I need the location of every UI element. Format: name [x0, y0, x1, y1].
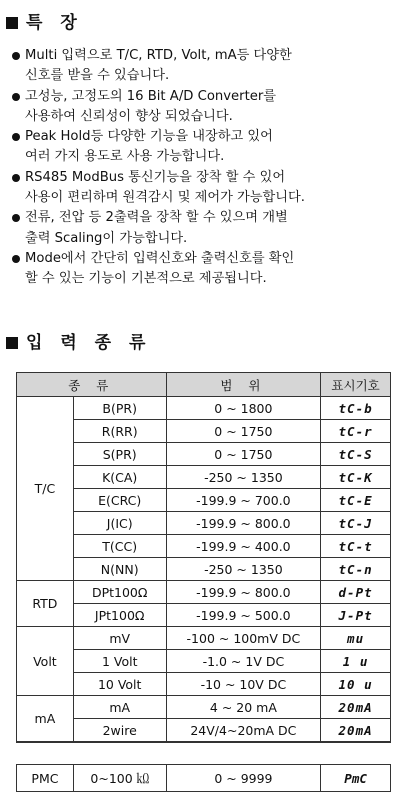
table-row — [17, 466, 391, 489]
sensor-cell: B(PR) — [73, 397, 166, 420]
range-cell: -250 ~ 1350 — [166, 558, 321, 581]
pmc-code: PmC — [321, 765, 391, 792]
list-item — [0, 127, 402, 168]
header-range: 범 위 — [166, 373, 321, 397]
code-cell: mu — [321, 627, 391, 650]
feature-line: 전류, 전압 등 2출력을 장착 할 수 있으며 개별 — [25, 210, 288, 226]
bullet-icon — [12, 133, 20, 141]
feature-line: 사용하여 신뢰성이 향상 되었습니다. — [25, 108, 233, 124]
table-row — [17, 535, 391, 558]
features-title: 특 장 — [26, 13, 83, 33]
range-cell: 24V/4~20mA DC — [166, 719, 321, 743]
table-row — [17, 604, 391, 627]
input-range-table — [16, 372, 391, 743]
table-row — [17, 719, 391, 743]
feature-line: 할 수 있는 기능이 기본적으로 제공됩니다. — [25, 271, 267, 287]
range-cell: -199.9 ~ 400.0 — [166, 535, 321, 558]
range-cell: 0 ~ 1750 — [166, 420, 321, 443]
code-cell: 1 u — [321, 650, 391, 673]
code-cell: tC-J — [321, 512, 391, 535]
sensor-cell: 10 Volt — [73, 673, 166, 696]
range-cell: -199.9 ~ 800.0 — [166, 512, 321, 535]
table-row — [17, 673, 391, 696]
feature-line: 신호를 받을 수 있습니다. — [25, 68, 170, 84]
sensor-cell: J(IC) — [73, 512, 166, 535]
range-cell: -199.9 ~ 800.0 — [166, 581, 321, 604]
input-types-title: 입 력 종 류 — [26, 333, 152, 353]
sensor-cell: R(RR) — [73, 420, 166, 443]
list-item — [0, 249, 402, 290]
table-row — [17, 765, 391, 792]
table-row — [17, 558, 391, 581]
table-row — [17, 627, 391, 650]
group-volt: Volt — [17, 627, 74, 696]
range-cell: -1.0 ~ 1V DC — [166, 650, 321, 673]
code-cell: d-Pt — [321, 581, 391, 604]
feature-line: 사용이 편리하며 원격감시 및 제어가 가능합니다. — [25, 190, 305, 206]
feature-line: Peak Hold등 다양한 기능을 내장하고 있어 — [25, 129, 273, 145]
table-row — [17, 696, 391, 719]
code-cell: tC-E — [321, 489, 391, 512]
range-cell: 0 ~ 1750 — [166, 443, 321, 466]
header-code: 표시기호 — [321, 373, 391, 397]
table-row — [17, 443, 391, 466]
code-cell: tC-r — [321, 420, 391, 443]
list-item — [0, 208, 402, 249]
feature-line: Mode에서 간단히 입력신호와 출력신호를 확인 — [25, 250, 295, 266]
list-item — [0, 168, 402, 209]
range-cell: -199.9 ~ 700.0 — [166, 489, 321, 512]
sensor-cell: mA — [73, 696, 166, 719]
feature-line: 여러 가지 용도로 사용 가능합니다. — [25, 149, 225, 165]
group-tc: T/C — [17, 397, 74, 581]
group-rtd: RTD — [17, 581, 74, 627]
code-cell: 10 u — [321, 673, 391, 696]
bullet-icon — [12, 214, 20, 222]
bullet-icon — [12, 174, 20, 182]
sensor-cell: 2wire — [73, 719, 166, 743]
range-cell: 0 ~ 1800 — [166, 397, 321, 420]
code-cell: tC-t — [321, 535, 391, 558]
code-cell: tC-S — [321, 443, 391, 466]
feature-line: 고성능, 고정도의 16 Bit A/D Converter를 — [25, 88, 277, 104]
table-row — [17, 512, 391, 535]
sensor-cell: 1 Volt — [73, 650, 166, 673]
bullet-icon — [12, 52, 20, 60]
range-cell: -250 ~ 1350 — [166, 466, 321, 489]
list-item — [0, 46, 402, 87]
table-row — [17, 397, 391, 420]
list-item — [0, 87, 402, 128]
range-cell: -199.9 ~ 500.0 — [166, 604, 321, 627]
sensor-cell: mV — [73, 627, 166, 650]
bullet-icon — [12, 93, 20, 101]
code-cell: 20mA — [321, 719, 391, 743]
code-cell: J-Pt — [321, 604, 391, 627]
feature-line: 출력 Scaling이 가능합니다. — [25, 230, 188, 246]
pmc-range: 0 ~ 9999 — [166, 765, 321, 792]
table-row — [17, 489, 391, 512]
code-cell: 20mA — [321, 696, 391, 719]
pmc-sensor: 0~100 ㏀ — [73, 765, 166, 792]
sensor-cell: E(CRC) — [73, 489, 166, 512]
square-bullet-icon — [6, 337, 18, 349]
sensor-cell: DPt100Ω — [73, 581, 166, 604]
pmc-name: PMC — [17, 765, 74, 792]
table-row — [17, 581, 391, 604]
bullet-icon — [12, 255, 20, 263]
group-ma: mA — [17, 696, 74, 743]
range-cell: -100 ~ 100mV DC — [166, 627, 321, 650]
code-cell: tC-b — [321, 397, 391, 420]
sensor-cell: K(CA) — [73, 466, 166, 489]
table-header-row — [17, 373, 391, 397]
sensor-cell: JPt100Ω — [73, 604, 166, 627]
table-row — [17, 420, 391, 443]
features-heading — [6, 8, 83, 33]
sensor-cell: S(PR) — [73, 443, 166, 466]
features-list — [0, 46, 402, 290]
header-type: 종 류 — [17, 373, 167, 397]
range-cell: 4 ~ 20 mA — [166, 696, 321, 719]
square-bullet-icon — [6, 17, 18, 29]
table-row — [17, 650, 391, 673]
feature-line: RS485 ModBus 통신기능을 장착 할 수 있어 — [25, 169, 286, 185]
code-cell: tC-K — [321, 466, 391, 489]
feature-line: Multi 입력으로 T/C, RTD, Volt, mA등 다양한 — [25, 48, 292, 63]
input-types-heading — [6, 328, 151, 353]
pmc-table — [16, 764, 391, 792]
range-cell: -10 ~ 10V DC — [166, 673, 321, 696]
sensor-cell: T(CC) — [73, 535, 166, 558]
code-cell: tC-n — [321, 558, 391, 581]
sensor-cell: N(NN) — [73, 558, 166, 581]
